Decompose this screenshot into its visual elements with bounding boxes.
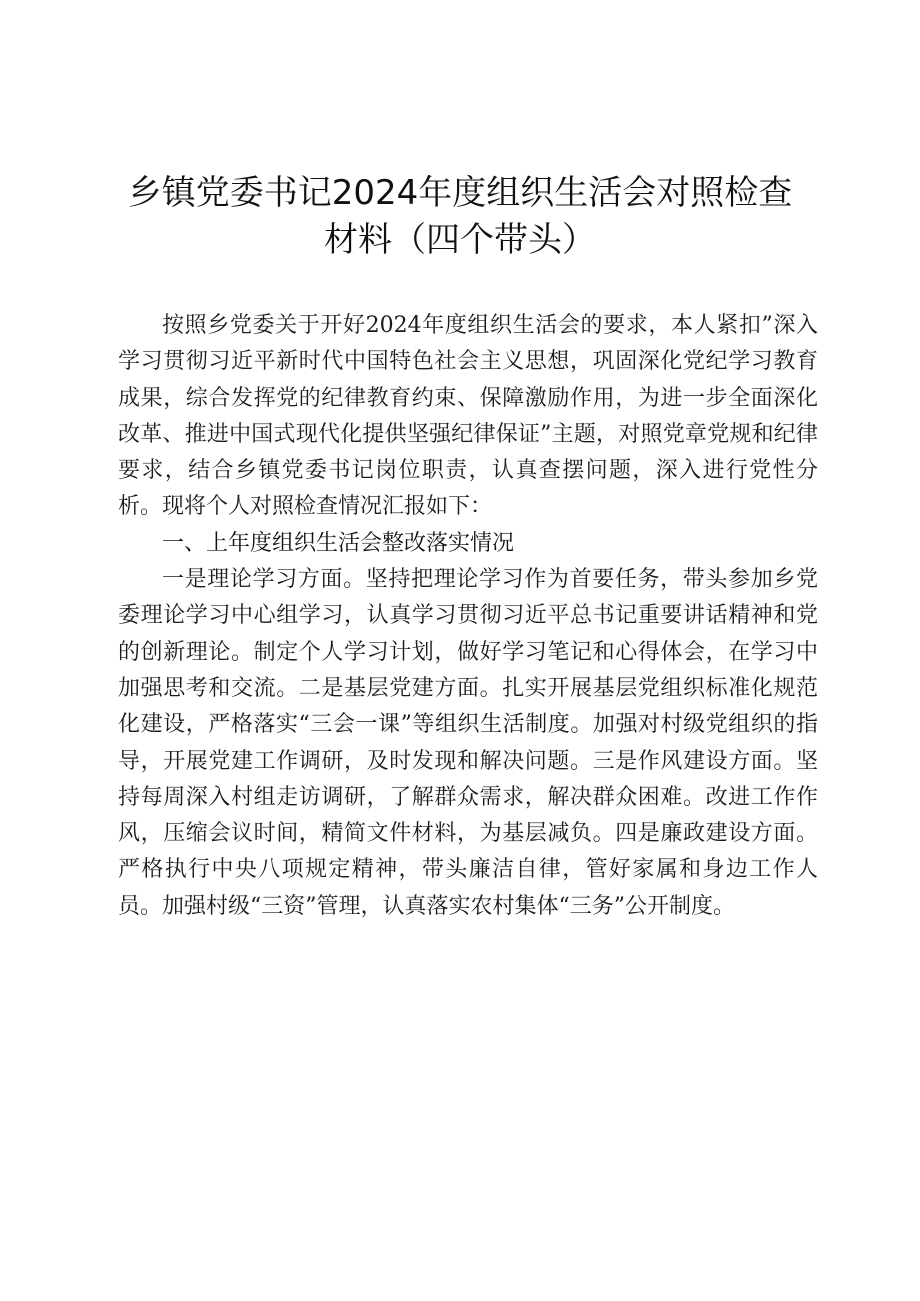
document-title-line-1: 乡镇党委书记2024年度组织生活会对照检查 (127, 173, 793, 213)
document-title-line-2: 材料（四个带头） (324, 220, 596, 260)
intro-paragraph: 按照乡党委关于开好2024年度组织生活会的要求，本人紧扣”深入学习贯彻习近平新时代中国特色社会主义思想，巩固深化党纪学习教育成果，综合发挥党的纪律教育约束、保障激励作用，为进一步全面深化改革、推进中国式现代化提供坚强纪律保证”主题，对照党章党规和纪律要求，结合乡镇党委书记岗位职责，认真查摆问题，深入进行党性分析。现将个人对照检查情况汇报如下： (118, 313, 818, 520)
document-body (118, 308, 818, 925)
section-1-paragraph: 一是理论学习方面。坚持把理论学习作为首要任务，带头参加乡党委理论学习中心组学习，认真学习贯彻习近平总书记重要讲话精神和党的创新理论。制定个人学习计划，做好学习笔记和心得体会，在学习中加强思考和交流。二是基层党建方面。扎实开展基层党组织标准化规范化建设，严格落实“三会一课”等组织生活制度。加强对村级党组织的指导，开展党建工作调研，及时发现和解决问题。三是作风建设方面。坚持每周深入村组走访调研，了解群众需求，解决群众困难。改进工作作风，压缩会议时间，精简文件材料，为基层减负。四是廉政建设方面。严格执行中央八项规定精神，带头廉洁自律，管好家属和身边工作人员。加强村级“三资”管理，认真落实农村集体“三务”公开制度。 (118, 567, 818, 919)
section-1-heading: 一、上年度组织生活会整改落实情况 (162, 530, 515, 556)
